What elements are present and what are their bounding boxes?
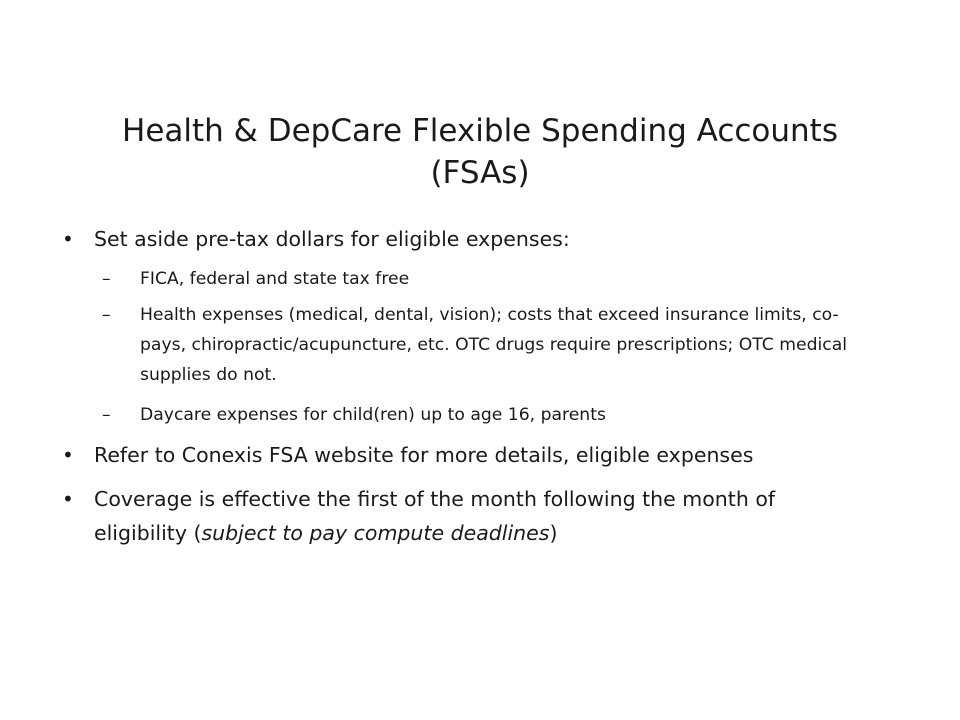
dash-icon: – xyxy=(102,305,111,325)
subitem-text: Health expenses (medical, dental, vision); costs that exceed insurance limits, co-pays, chiropractic/acupuncture, etc. OTC drugs require prescriptions; OTC medical supplies do not. xyxy=(140,305,848,385)
dash-icon: – xyxy=(102,405,111,425)
bullet-dot-icon: • xyxy=(62,443,74,467)
subitem-health-expenses xyxy=(58,300,858,390)
bullet-item-coverage xyxy=(58,482,858,550)
bullet-text: Refer to Conexis FSA website for more details, eligible expenses xyxy=(94,443,754,467)
bullet-text-after: ) xyxy=(549,521,558,545)
bullet-text xyxy=(94,487,775,545)
bullet-list xyxy=(58,222,858,550)
subitem-text: FICA, federal and state tax free xyxy=(140,269,410,289)
subitem-text: Daycare expenses for child(ren) up to age 16, parents xyxy=(140,405,606,425)
deadline-note: subject to pay compute deadlines xyxy=(201,521,550,545)
dash-icon: – xyxy=(102,269,111,289)
bullet-text: Set aside pre-tax dollars for eligible expenses: xyxy=(94,227,570,251)
subitem-daycare xyxy=(58,400,858,430)
subitem-tax-free xyxy=(58,264,858,294)
bullet-dot-icon: • xyxy=(62,487,74,511)
bullet-dot-icon: • xyxy=(62,227,74,251)
slide-title: Health & DepCare Flexible Spending Accounts (FSAs) xyxy=(122,113,838,191)
bullet-item-pretax xyxy=(58,222,858,256)
bullet-item-conexis xyxy=(58,438,858,472)
bullet-text-before: Coverage is effective the first of the month following the month of eligibility ( xyxy=(94,487,776,545)
